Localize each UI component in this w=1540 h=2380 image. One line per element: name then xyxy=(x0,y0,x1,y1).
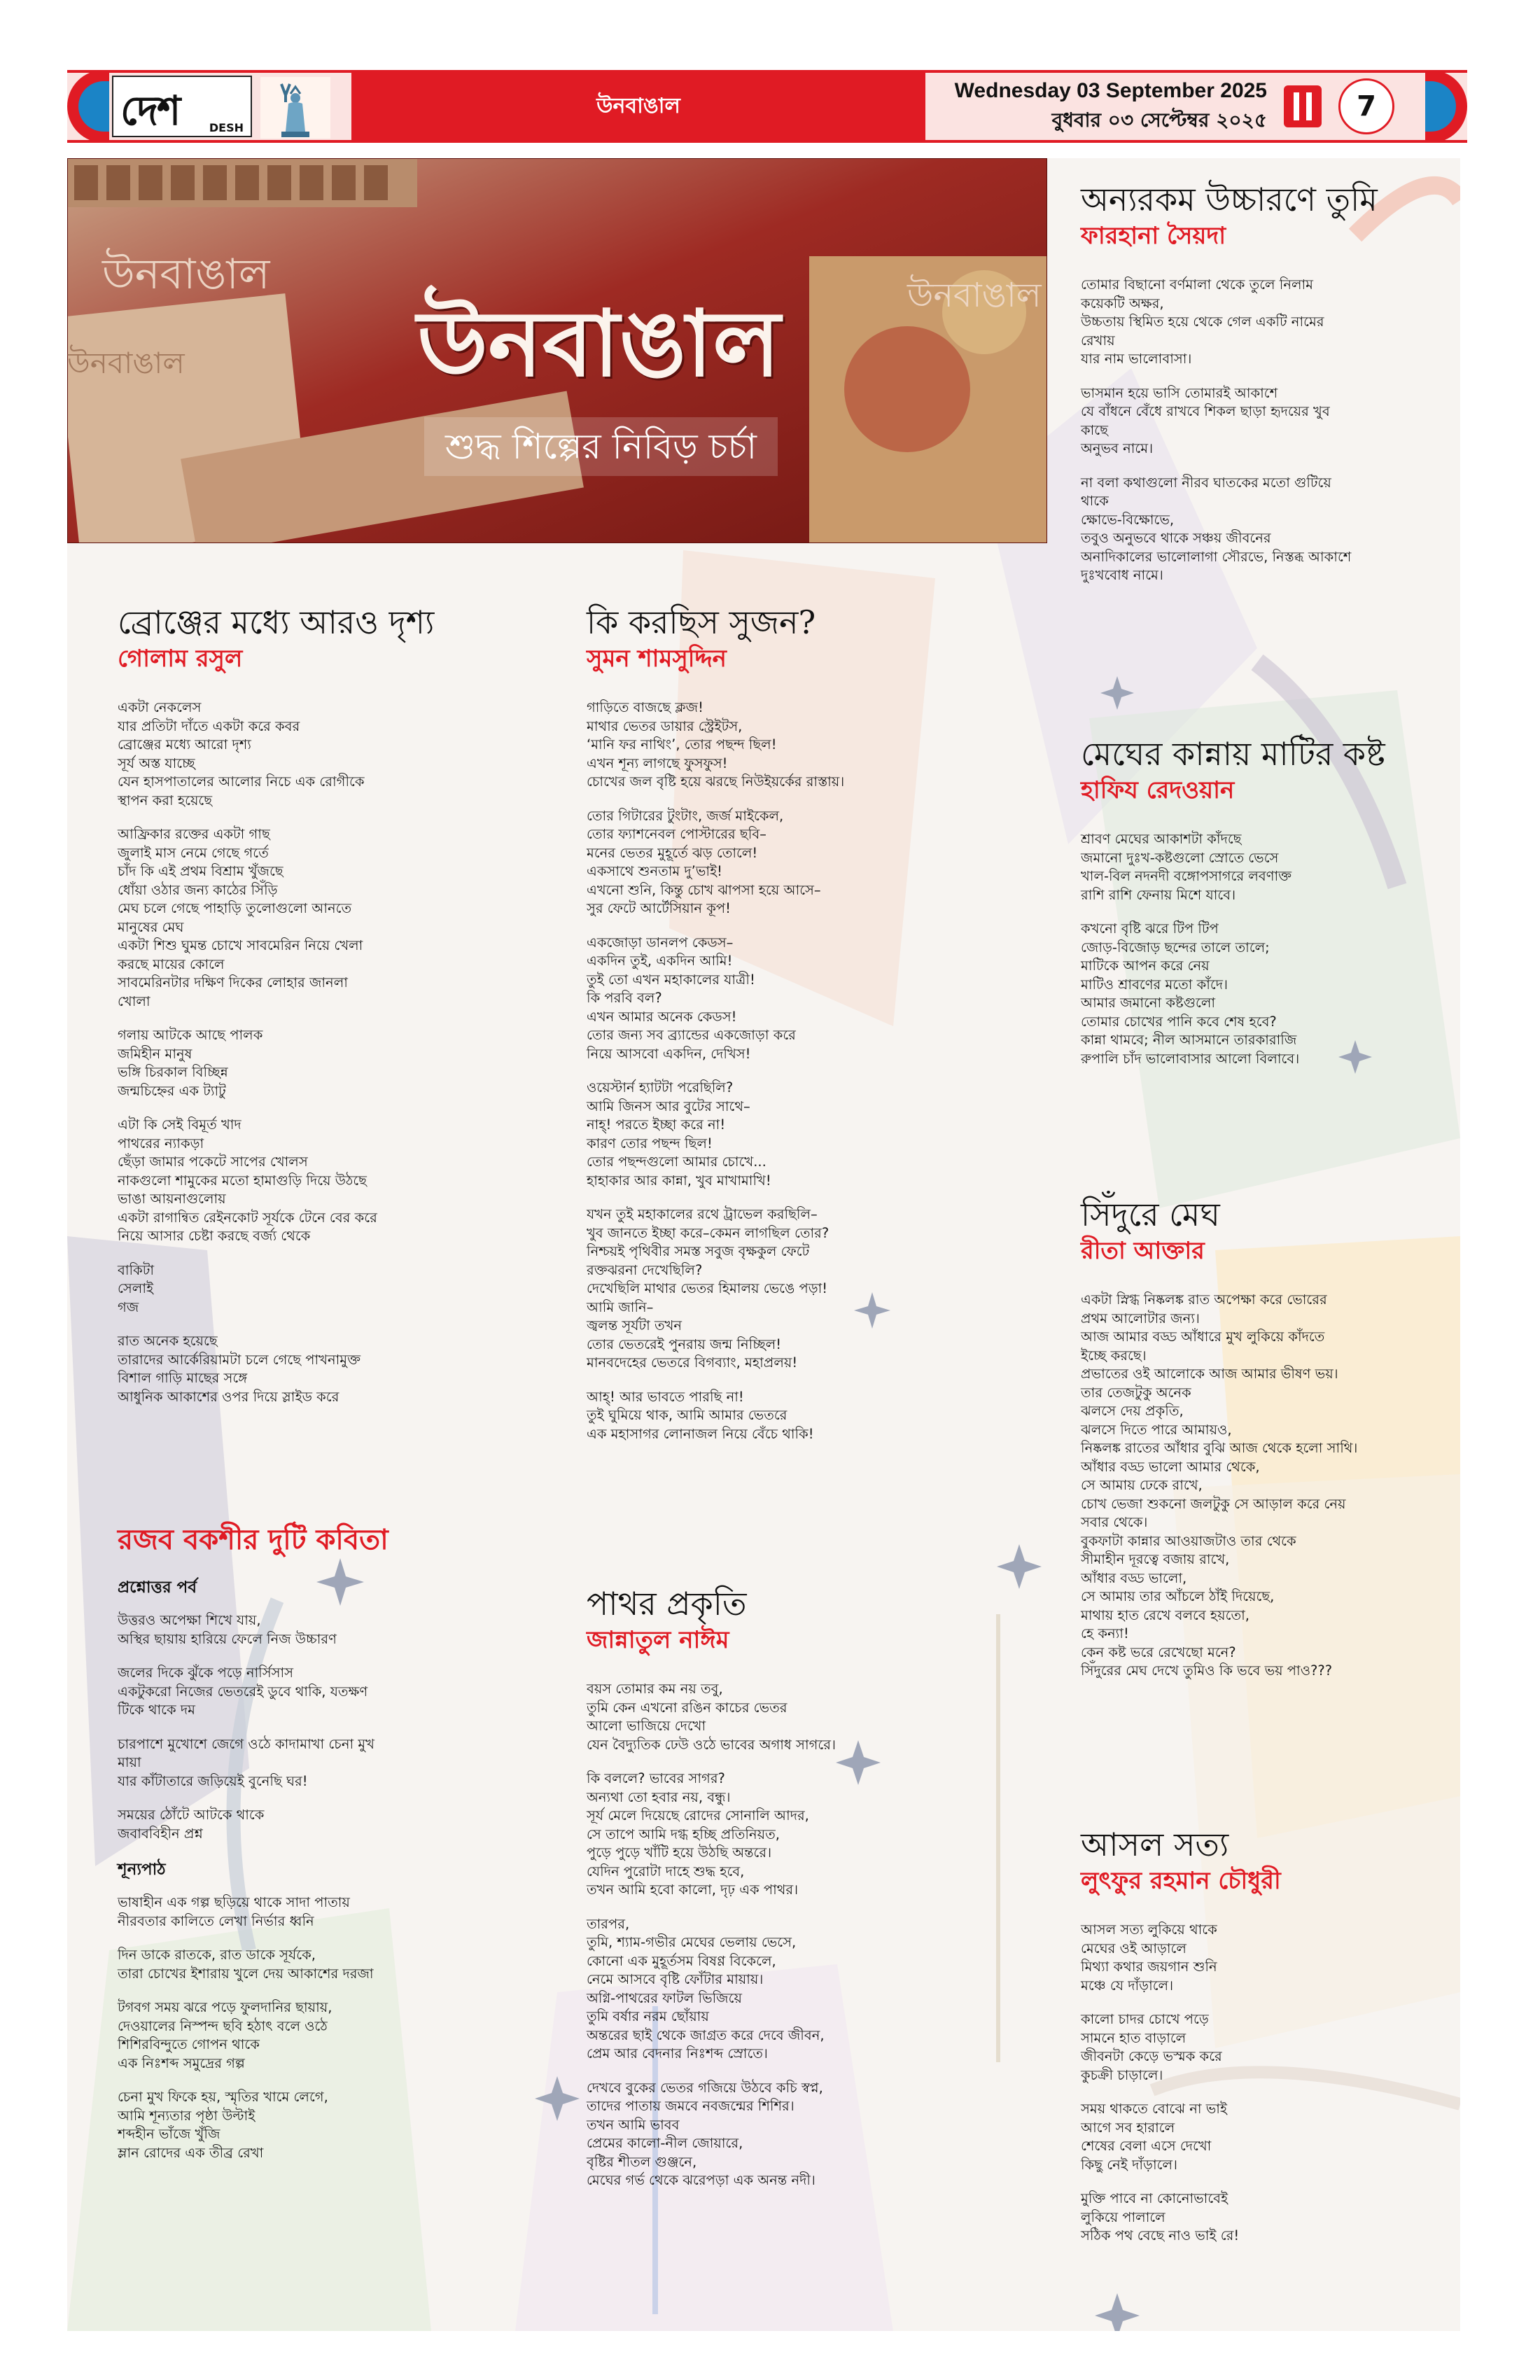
stanza xyxy=(118,1998,608,2073)
poem-line: খাল-বিল নদনদী বঙ্গোপসাগরে লবণাক্ত xyxy=(1081,868,1292,884)
poem-line: সুর ফেটে আর্টেসিয়ান কূপ! xyxy=(587,900,731,916)
poem-bronze xyxy=(118,602,594,1422)
poem-line: মানবদেহের ভেতরে বিগব্যাং, মহাপ্রলয়! xyxy=(587,1354,798,1371)
poem-author: রীতা আক্তার xyxy=(1081,1237,1205,1265)
poem-line: রক্তঝরনা দেখেছিলি? xyxy=(587,1261,703,1278)
poem-rajab xyxy=(118,1502,608,2178)
poem-line: মেঘ চলে গেছে পাহাড়ি তুলোগুলো আনতে xyxy=(118,900,352,916)
poem-line: রুপালি চাঁদ ভালোবাসার আলো বিলাবে। xyxy=(1081,1050,1300,1067)
banner-tagline: শুদ্ধ শিল্পের নিবিড় চর্চা xyxy=(424,417,778,476)
poem-line: ভঙ্গি চিরকাল বিচ্ছিন্ন xyxy=(118,1064,228,1080)
poem-line: তোর জন্য সব ব্র্যান্ডের একজোড়া করে xyxy=(587,1027,796,1043)
poem-line: আমার জমানো কষ্টগুলো xyxy=(1081,995,1216,1011)
poem-line: একটা নেকলেস xyxy=(118,699,202,715)
poem-line: মাটিকে আপন করে নেয় xyxy=(1081,958,1210,974)
poem-line: টিকে থাকে দম xyxy=(118,1702,195,1718)
poem-pathor xyxy=(587,1583,1021,2206)
poem-line: যেন বৈদ্যুতিক ঢেউ ওঠে ভাবের অগাধ সাগরে। xyxy=(587,1736,836,1753)
poem-line: জন্মচিহ্নের এক ট্যাটু xyxy=(118,1082,226,1099)
poem-line: প্রেমের কালো-নীল জোয়ারে, xyxy=(587,2135,743,2151)
stanza xyxy=(118,699,594,810)
stanza xyxy=(587,934,1021,1064)
poem-line: আঁধার বড্ড ভালো আমার থেকে, xyxy=(1081,1458,1260,1475)
poem-line: মনের ভেতর মুহূর্তে ঝড় তোলে! xyxy=(587,844,758,861)
poem-body xyxy=(587,699,1021,1443)
poem-line: রাশি রাশি ফেনায় মিশে যাবে। xyxy=(1081,886,1236,903)
poem-line: নাকগুলো শামুকের মতো হামাগুড়ি দিয়ে উঠছে xyxy=(118,1172,368,1189)
poem-body xyxy=(1081,1921,1445,2246)
unabangal-banner xyxy=(67,158,1047,543)
poem-line: সূর্য মেলে দিয়েছে রোদের সোনালি আদর, xyxy=(587,1807,809,1823)
poem-line: সময় থাকতে বোঝে না ভাই xyxy=(1081,2101,1228,2117)
poem-line: ভাঙা আয়নাগুলোয় xyxy=(118,1191,226,1207)
stanza xyxy=(1081,276,1445,369)
poem-line: সাবমেরিনটার দক্ষিণ দিকের লোহার জানলা xyxy=(118,974,348,990)
poem-line: জীবনটা কেড়ে ভস্মক করে xyxy=(1081,2048,1222,2064)
date-english: Wednesday 03 September 2025 xyxy=(954,79,1267,102)
poem-line: কখনো বৃষ্টি ঝরে টিপ টিপ xyxy=(1081,920,1219,937)
poem-line: এখন শূন্য লাগছে ফুসফুস! xyxy=(587,755,728,771)
poem-line: যেন হাসপাতালের আলোর নিচে এক রোগীকে xyxy=(118,774,365,790)
poem-line: তবুও অনুভবে থাকে সঞ্চয় জীবনের xyxy=(1081,530,1271,546)
poem-title: রজব বকশীর দুটি কবিতা xyxy=(118,1524,388,1556)
poem-line: গলায় আটকে আছে পালক xyxy=(118,1027,263,1043)
poem-line: শিশিরবিন্দুতে গোপন থাকে xyxy=(118,2036,260,2052)
poem-line: তখন আমি ভাবব xyxy=(587,2116,680,2133)
poem-line: সময়ের ঠোঁটে আটকে থাকে xyxy=(118,1807,265,1823)
poem-line: তারাদের আর্কেরিয়ামটা চলে গেছে পাখনামুক্ত xyxy=(118,1351,361,1368)
poem-line: মায়া xyxy=(118,1754,141,1770)
poem-line: তুই তো এখন মহাকালের যাত্রী! xyxy=(587,971,755,988)
poem-line: ভাসমান হয়ে ভাসি তোমারই আকাশে xyxy=(1081,384,1278,401)
poem-line: জমিহীন মানুষ xyxy=(118,1045,192,1062)
poem-body xyxy=(118,1576,608,2162)
poem-line: দেওয়ালের নিস্পন্দ ছবি হঠাৎ বলে ওঠে xyxy=(118,2017,328,2034)
poem-line: ম্লান রোদের এক তীব্র রেখা xyxy=(118,2144,264,2161)
sub-poem-body xyxy=(118,1893,608,2162)
poem-line: একটা স্নিগ্ধ নিষ্কলঙ্ক রাত অপেক্ষা করে ভোরের xyxy=(1081,1292,1327,1308)
poem-line: শব্দহীন ভাঁজে খুঁজি xyxy=(118,2126,220,2142)
poem-line: সে আমায় ঢেকে রাখে, xyxy=(1081,1477,1203,1493)
poem-line: নাহ্! পরতে ইচ্ছা করে না! xyxy=(587,1116,726,1133)
poem-line: হে কন্যা! xyxy=(1081,1625,1129,1642)
section-title: উনবাঙাল xyxy=(596,94,680,118)
poem-line: নেমে আসবে বৃষ্টি ফোঁটার মায়ায়। xyxy=(587,1971,764,1987)
poem-author: সুমন শামসুদ্দিন xyxy=(587,645,727,673)
stanza xyxy=(118,1893,608,1931)
stanza xyxy=(587,1205,1021,1373)
poem-line: তোমার চোখের পানি কবে শেষ হবে? xyxy=(1081,1013,1277,1030)
poem-line: জলের দিকে ঝুঁকে পড়ে নার্সিসাস xyxy=(118,1665,294,1681)
poem-line: ক্ষোভে-বিক্ষোভে, xyxy=(1081,511,1175,528)
poem-title: পাথর প্রকৃতি xyxy=(587,1585,747,1623)
poem-line: মানুষের মেঘ xyxy=(118,918,184,935)
poem-line: নিশ্চয়ই পৃথিবীর সমস্ত সবুজ বৃক্ষকুল ফেটে xyxy=(587,1243,810,1259)
poem-line: জমানো দুঃখ-কষ্টগুলো স্রোতে ভেসে xyxy=(1081,849,1279,866)
poem-line: উচ্চতায় স্থিমিত হয়ে থেকে গেল একটি নামের xyxy=(1081,314,1324,330)
poem-line: শেষের বেলা এসে দেখো xyxy=(1081,2138,1212,2154)
poem-line: তোমার বিছানো বর্ণমালা থেকে তুলে নিলাম xyxy=(1081,276,1313,293)
poem-title: সিঁদুরে মেঘ xyxy=(1081,1196,1220,1233)
poem-line: আমি জিনস আর বুটের সাথে– xyxy=(587,1098,750,1114)
poem-line: ধোঁয়া ওঠার জন্য কাঠের সিঁড়ি xyxy=(118,881,278,898)
poem-line: সবার থেকে। xyxy=(1081,1514,1148,1530)
poem-line: তখন আমি হবো কালো, দৃঢ় এক পাথর। xyxy=(587,1882,799,1898)
poem-line: এখনো শুনি, কিন্তু চোখ ঝাপসা হয়ে আসে– xyxy=(587,881,821,898)
poem-line: নীরবতার কালিতে লেখা নির্ভার ধ্বনি xyxy=(118,1912,314,1929)
stanza xyxy=(118,2088,608,2162)
poem-line: থাকে xyxy=(1081,493,1109,509)
poem-line: আজ আমার বড্ড আঁধারে মুখ লুকিয়ে কাঁদতে xyxy=(1081,1329,1325,1345)
section-band xyxy=(351,73,925,140)
poem-line: তুমি কেন এখনো রঙিন কাচের ভেতর xyxy=(587,1699,788,1716)
poem-line: আগে সব হারালে xyxy=(1081,2119,1175,2136)
stanza xyxy=(118,1116,594,1246)
poem-line: হাহাকার আর কান্না, খুব মাখামাখি! xyxy=(587,1172,771,1189)
poem-line: এক মহাসাগর লোনাজল নিয়ে বেঁচে থাকি! xyxy=(587,1425,814,1442)
poem-line: অস্থির ছায়ায় হারিয়ে ফেলে নিজ উচ্চারণ xyxy=(118,1630,337,1647)
stanza xyxy=(1081,830,1445,904)
date-bangla: বুধবার ০৩ সেপ্টেম্বর ২০২৫ xyxy=(1051,108,1267,132)
poem-line: এখন আমার অনেক কেডস! xyxy=(587,1008,737,1025)
poem-line: লুকিয়ে পালালে xyxy=(1081,2208,1166,2225)
stanza xyxy=(118,1664,608,1720)
stanza xyxy=(118,1261,594,1317)
poem-line: নিয়ে আসবো একদিন, দেখিস! xyxy=(587,1045,751,1062)
poem-line: সে তাপে আমি দগ্ধ হচ্ছি প্রতিনিয়ত, xyxy=(587,1826,780,1842)
poem-sujon xyxy=(587,602,1021,1459)
poem-line: সঠিক পথ বেছে নাও ভাই রে! xyxy=(1081,2227,1240,2244)
poem-title: মেঘের কান্নায় মাটির কষ্ট xyxy=(1081,735,1385,773)
stanza xyxy=(118,1946,608,1983)
content-area xyxy=(67,158,1460,2331)
poem-line: মিথ্যা কথার জয়গান শুনি xyxy=(1081,1959,1217,1975)
poem-line: তুমি, শ্যাম-গভীর মেঘের ভেলায় ভেসে, xyxy=(587,1934,797,1950)
poem-line: সিঁদুরের মেঘ দেখে তুমিও কি ভবে ভয় পাও??? xyxy=(1081,1662,1333,1679)
stanza xyxy=(587,1680,1021,1754)
poem-line: অন্যথা তো হবার নয়, বন্ধু। xyxy=(587,1788,731,1805)
sub-poem-heading: শূন্যপাঠ xyxy=(118,1861,166,1879)
stanza xyxy=(1081,474,1445,585)
stanza xyxy=(1081,2190,1445,2246)
poem-line: অনাদিকালের ভালোলাগা সৌরভে, নিস্তব্ধ আকাশে xyxy=(1081,548,1352,565)
poem-line: চাঁদ কি এই প্রথম বিশ্রাম খুঁজছে xyxy=(118,863,284,879)
bookmark-icon xyxy=(1278,76,1327,137)
poem-line: সীমাহীন দূরত্বে বজায় রাখে, xyxy=(1081,1551,1230,1567)
poem-line: স্থাপন করা হয়েছে xyxy=(118,792,213,808)
poem-line: মেঘের গর্ভ থেকে ঝরেপড়া এক অনন্ত নদী। xyxy=(587,2172,816,2188)
statue-of-liberty-icon xyxy=(260,77,330,139)
poem-line: তোর পছন্দগুলো আমার চোখে... xyxy=(587,1154,766,1170)
poem-line: আমি শূন্যতার পৃষ্ঠা উল্টাই xyxy=(118,2107,255,2124)
poem-line: ‘মানি ফর নাথিং’, তোর পছন্দ ছিল! xyxy=(587,736,777,752)
poem-line: জবাববিহীন প্রশ্ন xyxy=(118,1825,203,1842)
stanza xyxy=(1081,1291,1445,1681)
sub-poem-body xyxy=(118,1611,608,1843)
poem-line: এক নিঃশব্দ সমুদ্রের গল্প xyxy=(118,2054,245,2071)
poem-line: পুড়ে পুড়ে খাঁটি হয়ে উঠছি অন্তরে। xyxy=(587,1844,772,1861)
poem-line: আমি জানি– xyxy=(587,1298,654,1315)
poem-line: সূর্য অস্ত যাচ্ছে xyxy=(118,755,195,771)
poem-line: অনুভব নামে। xyxy=(1081,440,1154,456)
poem-line: পাথরের ন্যাকড়া xyxy=(118,1135,204,1152)
poem-line: ইচ্ছে করছে। xyxy=(1081,1347,1147,1364)
poem-title: ব্রোঞ্জের মধ্যে আরও দৃশ্য xyxy=(118,603,435,641)
stanza xyxy=(1081,920,1445,1068)
poem-line: চোখের জল বৃষ্টি হয়ে ঝরছে নিউইয়র্কের রাস্তায়। xyxy=(587,774,845,790)
stanza xyxy=(587,2079,1021,2190)
poem-line: এটা কি সেই বিমূর্ত খাদ xyxy=(118,1116,241,1133)
stanza xyxy=(118,1806,608,1843)
poem-line: কিছু নেই দাঁড়ালে। xyxy=(1081,2156,1177,2173)
poem-line: ব্রোঞ্জের মধ্যে আরো দৃশ্য xyxy=(118,736,251,752)
poem-line: সেলাই xyxy=(118,1280,154,1296)
poem-line: গাড়িতে বাজছে ক্লজ! xyxy=(587,699,704,715)
stanza xyxy=(1081,1921,1445,1995)
stanza xyxy=(118,825,594,1011)
poem-line: টগবগ সময় ঝরে পড়ে ফুলদানির ছায়ায়, xyxy=(118,1999,332,2015)
poem-line: ঝলসে দিতে পারে আমায়ও, xyxy=(1081,1421,1232,1438)
poem-title: অন্যরকম উচ্চারণে তুমি xyxy=(1081,181,1378,218)
poem-line: তোর ভেতরেই পুনরায় জন্ম নিচ্ছিল! xyxy=(587,1336,782,1352)
poem-line: তাদের পাতায় জমবে নবজন্মের শিশির। xyxy=(587,2098,794,2114)
poem-line: করছে মায়ের কোলে xyxy=(118,955,225,972)
poem-line: বয়স তোমার কম নয় তবু, xyxy=(587,1681,723,1697)
poem-author: গোলাম রসুল xyxy=(118,645,243,673)
poem-line: কাছে xyxy=(1081,421,1108,438)
poem-line: একটা রাগান্বিত রেইনকোট সূর্যকে টেনে বের করে xyxy=(118,1209,377,1226)
poem-line: কেন কষ্ট ভরে রেখেছো মনে? xyxy=(1081,1644,1236,1660)
page-number: 7 xyxy=(1338,78,1394,134)
poem-line: ছেঁড়া জামার পকেটে সাপের খোলস xyxy=(118,1154,308,1170)
poem-line: না বলা কথাগুলো নীরব ঘাতকের মতো গুটিয়ে xyxy=(1081,474,1331,491)
poem-line: যেদিন পুরোটা দাহে শুদ্ধ হবে, xyxy=(587,1863,745,1879)
poem-line: চোখ ভেজা শুকনো জলটুকু সে আড়াল করে নেয় xyxy=(1081,1495,1346,1512)
stanza xyxy=(587,807,1021,918)
poem-line: প্রথম আলোটার জন্য। xyxy=(1081,1310,1200,1326)
poem-line: ঝলসে দেয় প্রকৃতি, xyxy=(1081,1403,1184,1419)
sub-poem-heading: প্রশ্নোত্তর পর্ব xyxy=(118,1578,197,1597)
poem-line: জ্বলন্ত সূর্যটা তখন xyxy=(587,1317,682,1334)
poem-line: দেখেছিলি মাথার ভেতর হিমালয় ভেঙে পড়া! xyxy=(587,1280,828,1296)
poem-body xyxy=(1081,830,1445,1068)
poem-line: মেঘের ওই আড়ালে xyxy=(1081,1940,1186,1956)
poem-title: কি করছিস সুজন? xyxy=(587,603,816,641)
poem-line: বাকিটা xyxy=(118,1261,155,1278)
poem-author: লুৎফুর রহমান চৌধুরী xyxy=(1081,1867,1281,1895)
poem-asol xyxy=(1081,1824,1445,2261)
poem-line: দিন ডাকে রাতকে, রাত ডাকে সূর্যকে, xyxy=(118,1947,316,1963)
poem-line: খুব জানতে ইচ্ছা করে–কেমন লাগছিল তোর? xyxy=(587,1224,830,1241)
poem-line: আফ্রিকার রক্তের একটা গাছ xyxy=(118,826,270,842)
poem-line: অন্তরের ছাই থেকে জাগ্রত করে দেবে জীবন, xyxy=(587,2026,825,2043)
poem-line: একটুকরো নিজের ভেতরেই ডুবে থাকি, যতক্ষণ xyxy=(118,1683,368,1700)
poem-line: যার নাম ভালোবাসা। xyxy=(1081,351,1192,367)
poem-line: যখন তুই মহাকালের রথে ট্রাভেল করছিলি– xyxy=(587,1206,818,1222)
poem-line: অগ্নি-পাথরের ফাটল ভিজিয়ে xyxy=(587,1989,742,2006)
poem-line: চারপাশে মুখোশে জেগে ওঠে কাদামাখা চেনা মুখ xyxy=(118,1735,374,1752)
poem-line: মাথায় হাত রেখে বলবে হয়তো, xyxy=(1081,1606,1250,1623)
poem-author: ফারহানা সৈয়দা xyxy=(1081,222,1226,250)
poem-line: একজোড়া ডানলপ কেডস– xyxy=(587,934,734,951)
poem-line: কালো চাদর চোখে পড়ে xyxy=(1081,2011,1209,2027)
poem-line: তারপর, xyxy=(587,1915,630,1932)
poem-line: আলো ভাজিয়ে দেখো xyxy=(587,1718,706,1734)
poem-line: চেনা মুখ ফিকে হয়, স্মৃতির খামে লেগে, xyxy=(118,2089,328,2105)
stanza xyxy=(587,1388,1021,1444)
poem-line: কারণ তোর পছন্দ ছিল! xyxy=(587,1135,713,1152)
poem-line: উত্তরও অপেক্ষা শিখে যায়, xyxy=(118,1612,261,1628)
poem-author: হাফিয রেদওয়ান xyxy=(1081,776,1235,804)
poem-line: জোড়-বিজোড় ছন্দের তালে তালে; xyxy=(1081,939,1270,955)
page-header xyxy=(0,0,1540,161)
poem-line: খোলা xyxy=(118,993,150,1009)
poem-line: বুকফাটা কান্নার আওয়াজটাও তার থেকে xyxy=(1081,1532,1296,1549)
poem-line: কোনো এক মুহূর্তসম বিষণ্ণ বিকেলে, xyxy=(587,1952,776,1969)
poem-line: কয়েকটি অক্ষর, xyxy=(1081,295,1164,312)
poem-line: রেখায় xyxy=(1081,332,1115,349)
poem-line: তুমি বর্ষার নরম ছোঁয়ায় xyxy=(587,2008,709,2024)
poem-line: যে বাঁধনে বেঁধে রাখবে শিকল ছাড়া হৃদয়ের খুব xyxy=(1081,403,1330,419)
poem-line: নিষ্কলঙ্ক রাতের আঁধার বুঝি আজ থেকে হলো সাথি। xyxy=(1081,1440,1358,1456)
poem-line: রাত অনেক হয়েছে xyxy=(118,1333,218,1349)
stanza xyxy=(587,1770,1021,1900)
banner-title: উনবাঙাল xyxy=(417,290,780,397)
poem-line: একসাথে শুনতাম দু’ভাই! xyxy=(587,863,723,879)
poem-line: মুক্তি পাবে না কোনোভাবেই xyxy=(1081,2190,1228,2206)
poem-line: কি পরবি বল? xyxy=(587,990,662,1006)
issue-date xyxy=(875,76,1267,140)
poem-line: ওয়েস্টার্ন হ্যাটটা পরেছিলি? xyxy=(587,1079,734,1096)
poem-line: তুই ঘুমিয়ে থাক, আমি আমার ভেতরে xyxy=(587,1407,788,1423)
logo-text: দেশ xyxy=(120,87,180,134)
poem-sindure xyxy=(1081,1194,1445,1696)
stanza xyxy=(118,1611,608,1648)
banner-watermark-1: উনবাঙাল xyxy=(102,250,270,299)
poem-line: দুঃখবোধ নামে। xyxy=(1081,567,1163,583)
stanza xyxy=(1081,2100,1445,2174)
stanza xyxy=(587,699,1021,792)
poem-line: একদিন তুই, একদিন আমি! xyxy=(587,953,733,969)
poem-line: তোর গিটারের টুংটাং, জর্জ মাইকেল, xyxy=(587,807,784,824)
banner-watermark-3: উনবাঙাল xyxy=(907,276,1042,315)
poem-line: বৃষ্টির শীতল গুঞ্জনে, xyxy=(587,2153,697,2170)
desh-logo[interactable] xyxy=(112,76,252,137)
poem-line: সে আমায় তার আঁচলে ঠাঁই দিয়েছে, xyxy=(1081,1588,1275,1604)
poem-line: দেখবে বুকের ভেতর গজিয়ে উঠবে কচি স্বপ্ন, xyxy=(587,2079,823,2096)
stanza xyxy=(587,1079,1021,1190)
poem-line: নিয়ে আসার চেষ্টা করছে বর্জ্য থেকে xyxy=(118,1228,311,1244)
logo-subtext: DESH xyxy=(209,121,244,134)
poem-line: গজ xyxy=(118,1298,139,1315)
poem-line: মঞ্চে যে দাঁড়ালে। xyxy=(1081,1977,1174,1994)
poem-line: আহ্! আর ভাবতে পারছি না! xyxy=(587,1388,744,1405)
poem-line: সামনে হাত বাড়ালে xyxy=(1081,2029,1186,2046)
stanza xyxy=(1081,384,1445,458)
poem-line: প্রভাতের ওই আলোকে আজ আমার ভীষণ ভয়। xyxy=(1081,1366,1338,1382)
stanza xyxy=(118,1332,594,1406)
poem-line: মাথার ভেতর ডায়ার স্ট্রেইটস, xyxy=(587,718,743,734)
poem-line: আসল সত্য লুকিয়ে থাকে xyxy=(1081,1921,1217,1938)
banner-watermark-2: উনবাঙাল xyxy=(67,346,185,380)
poem-line: একটা শিশু ঘুমন্ত চোখে সাবমেরিন নিয়ে খেলা xyxy=(118,937,363,953)
poem-line: বিশাল গাড়ি মাছের সঙ্গে xyxy=(118,1370,248,1386)
poem-line: তারা চোখের ইশারায় খুলে দেয় আকাশের দরজা xyxy=(118,1965,374,1982)
stanza xyxy=(587,1915,1021,2064)
poem-author: জান্নাতুল নাঈম xyxy=(587,1626,729,1654)
poem-body xyxy=(1081,276,1445,585)
poem-line: যার কাঁটাতারে জড়িয়েই বুনেছি ঘর! xyxy=(118,1772,308,1789)
poem-line: প্রেম আর বেদনার নিঃশব্দ স্রোতে। xyxy=(587,2045,768,2062)
poem-body xyxy=(1081,1291,1445,1681)
poem-line: মাটিও শ্রাবণের মতো কাঁদে। xyxy=(1081,976,1228,993)
poem-line: তোর ফ্যাশনেবল পোস্টারের ছবি– xyxy=(587,826,766,842)
poem-body xyxy=(587,1680,1021,2190)
poem-title: আসল সত্য xyxy=(1081,1826,1229,1863)
poem-body xyxy=(118,699,594,1406)
poem-line: কি বললে? ভাবের সাগর? xyxy=(587,1770,725,1786)
poem-line: যার প্রতিটা দাঁতে একটা করে কবর xyxy=(118,718,300,734)
poem-line: আঁধার বড্ড ভালো, xyxy=(1081,1569,1187,1586)
poem-line: কুচক্রী চাড়ালে। xyxy=(1081,2066,1163,2083)
stanza xyxy=(118,1026,594,1100)
poem-megh-kanna xyxy=(1081,734,1445,1084)
poem-line: ভাষাহীন এক গল্প ছড়িয়ে থাকে সাদা পাতায় xyxy=(118,1894,350,1910)
poem-line: আধুনিক আকাশের ওপর দিয়ে স্লাইড করে xyxy=(118,1388,340,1405)
stanza xyxy=(1081,2010,1445,2085)
poem-line: তার তেজটুকু অনেক xyxy=(1081,1384,1191,1401)
poem-line: শ্রাবণ মেঘের আকাশটা কাঁদছে xyxy=(1081,831,1242,847)
poem-line: কান্না থামবে; নীল আসমানে তারকারাজি xyxy=(1081,1032,1297,1048)
poem-onnorokom xyxy=(1081,179,1445,601)
stanza xyxy=(118,1735,608,1791)
poem-line: জুলাই মাস নেমে গেছে গর্তে xyxy=(118,844,269,861)
